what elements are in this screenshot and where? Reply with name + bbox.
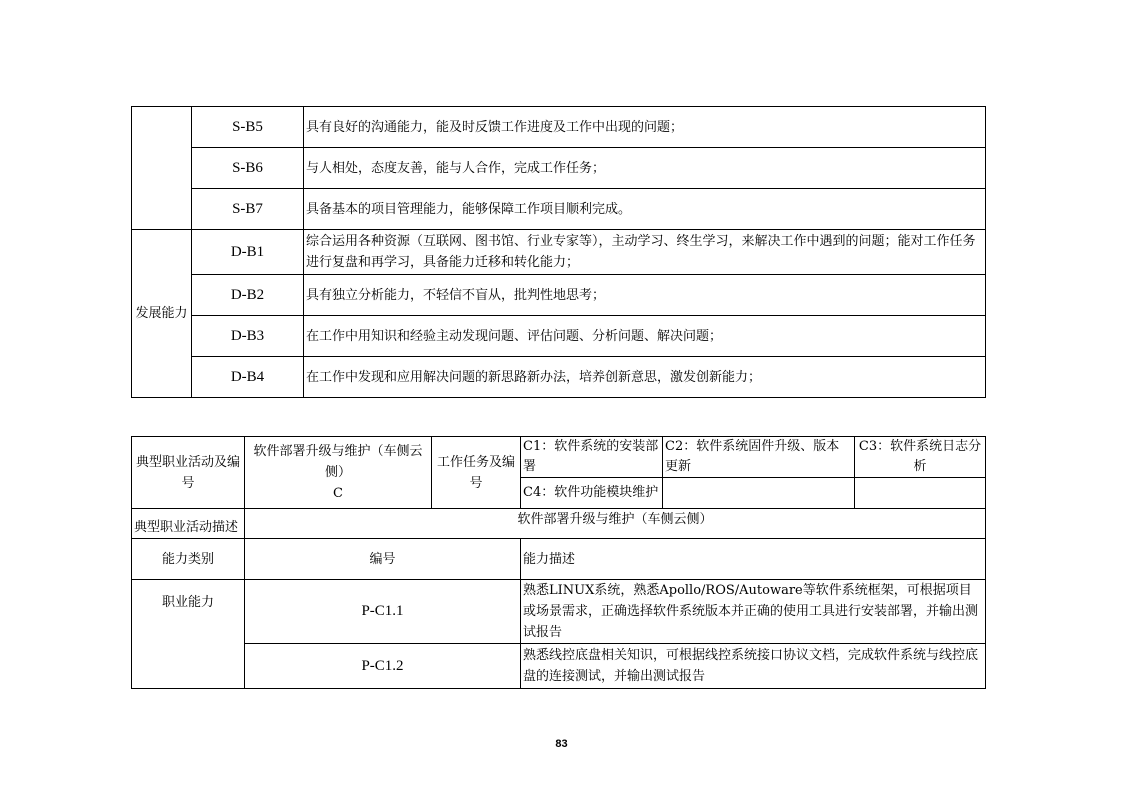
activity-name: 软件部署升级与维护（车侧云侧）	[253, 444, 423, 480]
desc-label: 典型职业活动描述	[132, 509, 245, 539]
code-cell: D-B3	[192, 316, 304, 357]
task-label: 工作任务及编号	[432, 437, 521, 509]
category-cell-empty	[132, 107, 192, 230]
desc-cell: 熟悉线控底盘相关知识，可根据线控系统接口协议文档，完成软件系统与线控底盘的连接测试，并输出测试报告	[521, 644, 986, 689]
task-c4: C4：软件功能模块维护	[521, 478, 663, 509]
category-cell: 发展能力	[132, 230, 192, 398]
desc-cell: 与人相处，态度友善，能与人合作，完成工作任务；	[304, 148, 986, 189]
desc-cell: 熟悉LINUX系统，熟悉Apollo/ROS/Autoware等软件系统框架，可根据项目或场景需求，正确选择软件系统版本并正确的使用工具进行安装部署，并输出测试报告	[521, 580, 986, 644]
desc-cell: 在工作中用知识和经验主动发现问题、评估问题、分析问题、解决问题；	[304, 316, 986, 357]
code-cell: S-B5	[192, 107, 304, 148]
header-desc: 能力描述	[521, 539, 986, 580]
desc-cell: 具备基本的项目管理能力，能够保障工作项目顺利完成。	[304, 189, 986, 230]
empty-cell	[663, 478, 855, 509]
desc-cell: 在工作中发现和应用解决问题的新思路新办法，培养创新意思，激发创新能力；	[304, 357, 986, 398]
task-c3: C3：软件系统日志分析	[855, 437, 986, 478]
competency-table-top	[131, 106, 986, 398]
header-category: 能力类别	[132, 539, 245, 580]
empty-cell	[855, 478, 986, 509]
task-c2: C2：软件系统固件升级、版本更新	[663, 437, 855, 478]
desc-cell: 具有良好的沟通能力，能及时反馈工作进度及工作中出现的问题；	[304, 107, 986, 148]
header-code: 编号	[245, 539, 521, 580]
desc-cell: 具有独立分析能力，不轻信不盲从，批判性地思考；	[304, 275, 986, 316]
activity-name-cell	[245, 437, 432, 509]
desc-cell: 综合运用各种资源（互联网、图书馆、行业专家等），主动学习、终生学习，来解决工作中遇到的问题；能对工作任务进行复盘和再学习，具备能力迁移和转化能力；	[304, 230, 986, 275]
code-cell: P-C1.1	[245, 580, 521, 644]
activity-label: 典型职业活动及编号	[132, 437, 245, 509]
ability-category: 职业能力	[132, 580, 245, 689]
activity-table	[131, 436, 986, 689]
code-cell: D-B2	[192, 275, 304, 316]
desc-value: 软件部署升级与维护（车侧云侧）	[245, 509, 986, 539]
activity-code: C	[333, 486, 343, 501]
code-cell: S-B7	[192, 189, 304, 230]
code-cell: D-B1	[192, 230, 304, 275]
code-cell: S-B6	[192, 148, 304, 189]
page-number: 83	[555, 738, 568, 750]
code-cell: P-C1.2	[245, 644, 521, 689]
task-c1: C1：软件系统的安装部署	[521, 437, 663, 478]
code-cell: D-B4	[192, 357, 304, 398]
